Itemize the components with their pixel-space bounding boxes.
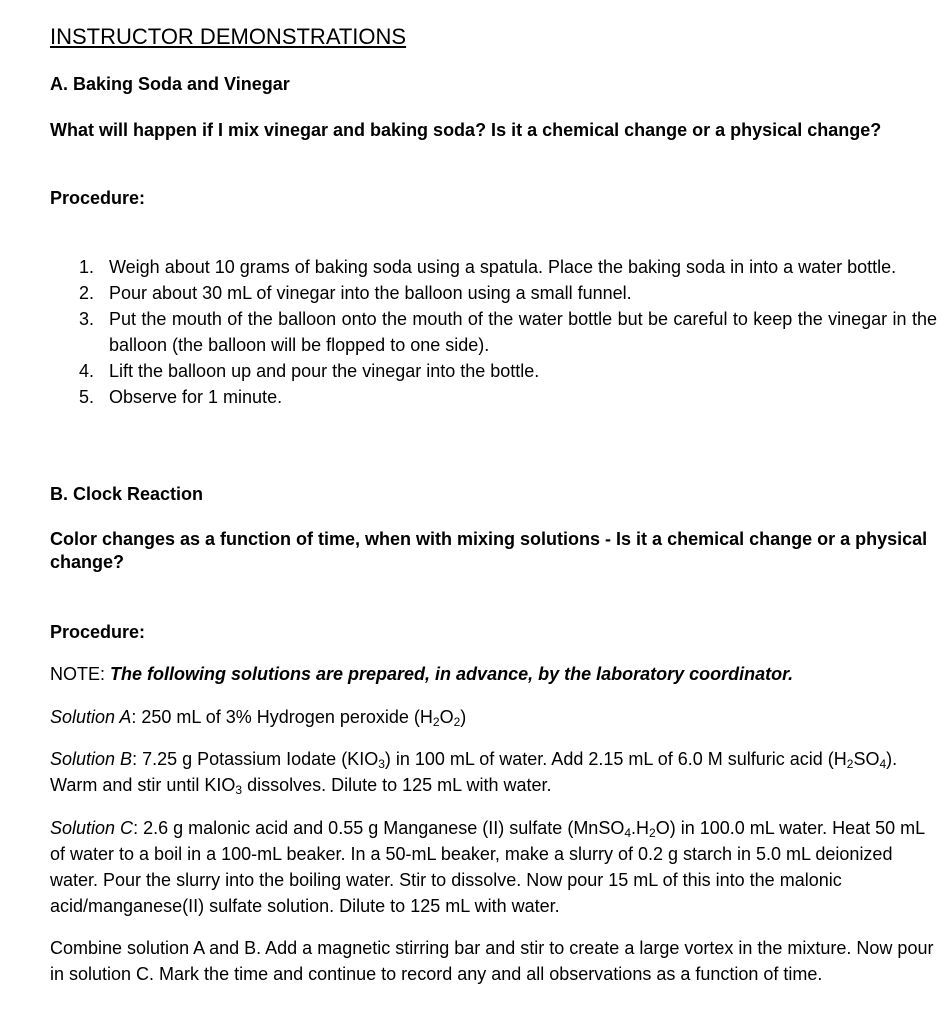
solution-b-text: : 7.25 g Potassium Iodate (KIO [132,749,379,769]
step-text: Lift the balloon up and pour the vinegar into the bottle. [109,361,540,381]
section-a-procedure-label: Procedure: [50,188,146,208]
list-item [79,254,937,280]
step-text: Weigh about 10 grams of baking soda using a spatula. Place the baking soda in into a water bottle. [109,257,897,277]
solution-a-text: : 250 mL of 3% Hydrogen peroxide (H [131,707,433,727]
step-text: Pour about 30 mL of vinegar into the balloon using a small funnel. [109,283,632,303]
solution-c-label: Solution C [50,818,134,838]
solution-a-label: Solution A [50,707,132,727]
solution-b-text: SO [853,749,880,769]
subscript: 2 [432,715,440,729]
section-b-procedure-label: Procedure: [50,622,146,642]
solution-c-text: .H [631,818,650,838]
note-text: The following solutions are prepared, in advance, by the laboratory coordinator. [110,664,794,684]
subscript: 2 [649,826,656,840]
solution-b-text: ) in 100 mL of water. Add 2.15 mL of 6.0 M sulfuric acid (H [384,749,847,769]
combine-paragraph: Combine solution A and B. Add a magnetic stirring bar and stir to create a large vortex in the mixture. Now pour in solution C. Mark the time and continue to record any and all observations as a function of time. [50,938,934,984]
note-label: NOTE: [50,664,111,684]
list-item [79,306,937,358]
step-number: 3. [79,309,95,329]
step-number: 1. [79,257,95,277]
note-paragraph [50,661,935,687]
step-text: Observe for 1 minute. [109,387,283,407]
subscript: 3 [378,757,385,771]
solution-b-label: Solution B [50,749,133,769]
list-item [79,280,937,306]
step-text: Put the mouth of the balloon onto the mouth of the water bottle but be careful to keep the vinegar in the balloon (the balloon will be flopped to one side). [109,309,937,355]
section-a-question: What will happen if I mix vinegar and baking soda? Is it a chemical change or a physical change? [50,120,882,140]
list-item [79,384,937,410]
list-item [79,358,937,384]
page-title: INSTRUCTOR DEMONSTRATIONS [50,24,407,49]
subscript: 4 [624,826,632,840]
solution-b-text: dissolves. Dilute to 125 mL with water. [242,775,552,795]
solution-c-text: : 2.6 g malonic acid and 0.55 g Manganese (II) sulfate (MnSO [133,818,625,838]
procedure-steps-list [79,254,937,410]
subscript: 2 [453,715,461,729]
section-a-heading: A. Baking Soda and Vinegar [50,74,290,94]
step-number: 4. [79,361,95,381]
subscript: 4 [879,757,887,771]
section-b-heading: B. Clock Reaction [50,484,204,504]
solution-c-paragraph [50,815,935,919]
solution-a-paragraph [50,704,935,730]
step-number: 5. [79,387,95,407]
solution-b-text: ). Warm and stir until KIO [50,749,898,795]
subscript: 3 [235,783,243,797]
solution-b-paragraph [50,746,935,798]
solution-a-text: O [439,707,454,727]
step-number: 2. [79,283,95,303]
section-b-question: Color changes as a function of time, when with mixing solutions - Is it a chemical change or a physical change? [50,529,928,572]
solution-a-text: ) [460,707,467,727]
subscript: 2 [846,757,854,771]
solution-c-text: O) in 100.0 mL water. Heat 50 mL of water to a boil in a 100-mL beaker. In a 50-mL beaker, make a slurry of 0.2 g starch in 5.0 mL deionized water. Pour the slurry into the boiling water. Stir to dissolve. Now pour 15 mL of this into the malonic acid/manganese(II) sulfate solution. Dilute to 125 mL with water. [50,818,925,916]
